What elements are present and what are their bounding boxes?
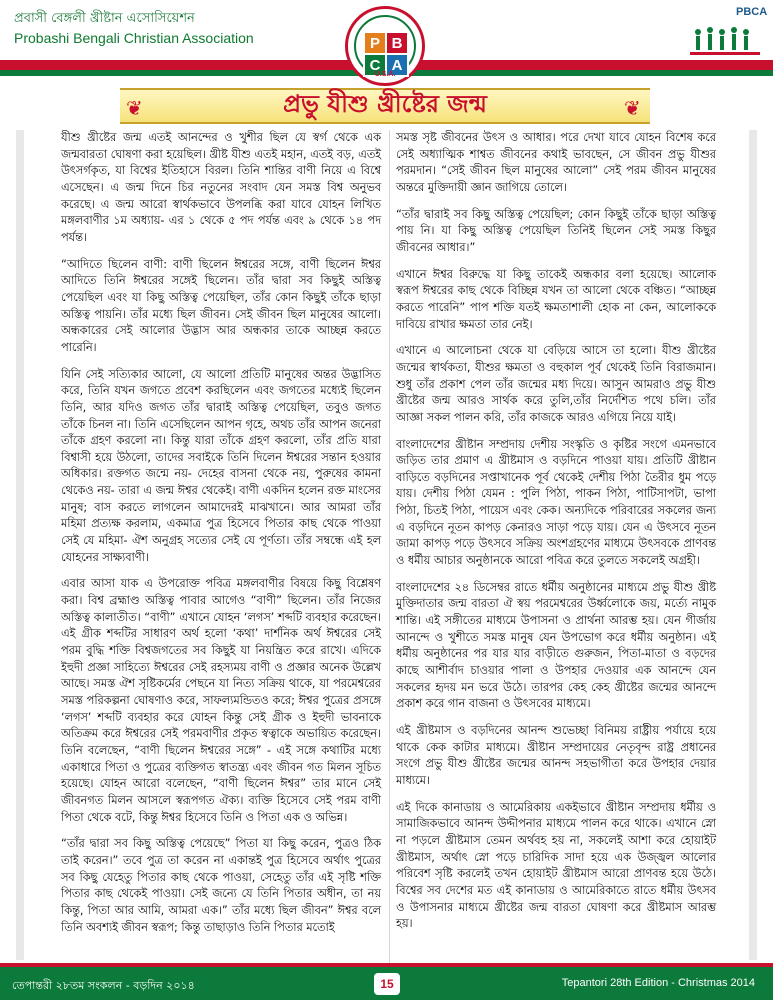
paragraph: এই দিকে কানাডায় ও আমেরিকায় একইভাবে খ্রীষ্টান সম্প্রদায় ধর্মীয় ও সামাজিকভাবে আনন্দ উদ্দীপনার মাধ্যমে পালন করে থাকে। এখানে স্নো না পড়লে খ্রীষ্টমাস তেমন অর্থবহ হয় না, সকলেই আশা করে হোয়াইট খ্রীষ্টমাস, অর্থাৎ স্নো পড়ে চারিদিক সাদা হয়ে এক উজ্জ্বল আলোর পরিবেশ সৃষ্টি করলেই তখন হোয়াইট খ্রীষ্টমাস আরো প্রাণবন্ত হয়ে উঠে। বিশ্বের সব দেশের মত এই কানাডায় ও আমেরিকাতে রাতে ধর্মীয় উৎসব ও উপাসনার মাধ্যমে খ্রীষ্টের জন্ম বারতা ঘোষণা করে খ্রীষ্টমাস আরম্ভ হয়।: [396, 800, 716, 931]
page-number: 15: [374, 973, 400, 995]
paragraph: এখানে এ আলোচনা থেকে যা বেড়িয়ে আসে তা হলো। যীশু খ্রীষ্টের জন্মের স্বার্থকতা, যীশুর ক্ষমতা ও বহুকাল পূর্ব থেকেই তিনি বিরাজমান। শুধু তাঁর প্রকাশ পেল তাঁর জন্মের মধ্য দিয়ে। আসুন আমরাও প্রভু যীশু খ্রীষ্টের জন্ম আরও সার্থক করে তুলি,তাঁর নির্দেশিত পথে চলি। তাঁর আজ্ঞা সকল পালন করি, তাঁর কাজকে আরও এগিয়ে নিয়ে যাই।: [396, 344, 716, 424]
footer-publication-bengali: তেপান্তরী ২৮তম সংকলন - বড়দিন ২০১৪: [12, 979, 195, 992]
left-margin-decoration: [16, 130, 24, 960]
pbca-badge: PBCA: [736, 6, 768, 18]
page-footer: [0, 967, 773, 1000]
paragraph: এবার আসা যাক এ উপরোক্ত পবিত্র মঙ্গলবাণীর বিষয়ে কিছু বিশ্লেষণ করা। বিশ্ব ব্রহ্মাণ্ড অস্তিত্ব পাবার আগেও “বাণী” ছিলেন। তাঁর নিজের অস্তিত্ব কালাতীত। “বাণী” এখানে যোহন ‘লগস’ শব্দটি ব্যবহার করেছেন। এই গ্রীক শব্দটির সাধারণ অর্থ হলো ‘কথা’ দার্শনিক অর্থ ঈশ্বরের সেই পরম বুদ্ধি শক্তি বিশ্বজগতের সব কিছুই যা নিয়ন্ত্রিত করে রাখে। এদিকে ইহুদী প্রজ্ঞা সাহিত্যে ঈশ্বরের সেই রহস্যময় বাণী ও প্রজ্ঞার অনেক উল্লেখ আছে। সমস্ত ঐশ সৃষ্টিকর্মের পেছনে যা নিত্য সক্রিয় থাকে, যা পরমেশ্বরের সমস্ত পরিকল্পনা ঘোষণাও করে, সাফল্যমন্ডিতও করে; ঈশ্বর পুত্রের প্রসঙ্গে ‘লগস’ শব্দটি ব্যবহার করে যোহন কিন্তু সেই গ্রীক ও ইহুদী ভাবনাকে অতিক্রম করে ঈশ্বরের সেই পরমবাণীর প্রকৃত স্বত্বাকে অভায়িত করেছেন। তিনি বলেছেন, “বাণী ছিলেন ঈশ্বরের সঙ্গে” - এই সঙ্গে কথাটির মধ্যে একাধারে পিতা ও পুত্রের ব্যক্তিগত স্বাতন্ত্র্য এবং জীবন গত মিলন সূচিত হয়েছে। যোহন আরো বলেছেন, “বাণী ছিলেন ঈশ্বর” তার মানে সেই জীবনগত মিলন আসলে স্বরূপগত ঐক্য। ব্যক্তি হিসেবে সেই পরম বাণী পিতা থেকে বটে, কিন্তু ঈশ্বর হিসেবে তিনি ও পিতা এক ও অভিন্ন।: [61, 577, 381, 824]
paragraph: বাংলাদেশের ২৪ ডিসেম্বর রাতে ধর্মীয় অনুষ্ঠানের মাধ্যমে প্রভু যীশু খ্রীষ্ট মুক্তিদাতার জন্ম বারতা ঐ স্বয় পরমেশ্বরের উর্ধ্বলোকে জয়, মর্ত্যে নামুক শান্তি। এই সঙ্গীতের মাধ্যমে উপাসনা ও প্রার্থনা আরম্ভ হয়। যেন গীর্জায় আনন্দে ও খুশীতে সমস্ত মানুষ যেন উপভোগ করে ধর্মীয় অনুষ্ঠান। এই ধর্মীয় অনুষ্ঠানের পর যার যার বাড়ীতে গুরুজন, পিতা-মাতা ও বড়দের কাছে আশীর্বাদ চাওয়ার পালা ও উপহার দেওয়ার এক আনন্দে যেন সকলের হৃদয় মন ভরে উঠে। তারপর কেহ কেহ খ্রীষ্টের জন্মের আনন্দে প্রকাশ করে গান বাজনা ও উৎসবের মাধ্যমে।: [396, 580, 716, 711]
left-column: [61, 130, 381, 946]
footer-publication-english: Tepantori 28th Edition - Christmas 2014: [561, 977, 755, 989]
column-divider: [389, 130, 390, 965]
pbca-logo: [345, 6, 425, 86]
paragraph: বাংলাদেশের খ্রীষ্টান সম্প্রদায় দেশীয় সংস্কৃতি ও কৃষ্টির সংগে এমনভাবে জড়িত তার প্রমাণ এ খ্রীষ্টমাস ও বড়দিনে পাওয়া যায়। প্রতিটি খ্রীষ্টান বাড়িতে বড়দিনের সপ্তাখানেক পূর্ব থেকেই দেশীয় পিঠা তৈরীর ধুম পড়ে যায়। দেশীয় পিঠা যেমন : পুলি পিঠা, পাকন পিঠা, পাটিসাপটা, ভাপা পিঠা, চিতই পিঠা, পায়েস এবং কেক। অন্যদিকে পরিবারের সকলের জন্য এ বড়দিনে নূতন কাপড় কেনারও সাড়া পড়ে যায়। যেন এ উৎসবে নূতন জামা কাপড় পড়ে উৎসবে সক্রিয় অংশগ্রহণের মাধ্যমে উৎসবকে প্রাণবন্ত ও ধর্মীয় আচার অনুষ্ঠানকে আরো পবিত্র করে তুলতে সকলেই অগ্রহী।: [396, 437, 716, 568]
right-column: [396, 130, 716, 943]
title-swirl-right-icon: ❦: [624, 96, 641, 120]
article-title: প্রভু যীশু খ্রীষ্টের জন্ম: [283, 90, 487, 118]
right-margin-decoration: [749, 130, 757, 960]
paragraph: যীশু খ্রীষ্টের জন্ম এতই আনন্দের ও খুশীর ছিল যে স্বর্গ থেকে এক জন্মবারতা ঘোষণা করা হয়েছিল। খ্রীষ্ট যীশু এতই মহান, এতই বড়, এতই উৎসর্গকৃত, যা বিশ্বের ইতিহাসে বিরল। তিনি শান্তির বাণী নিয়ে এ বিশ্বে এসেছেন। এ জন্ম দিনে চির নতুনের সংবাদ যেন সমস্ত বিশ্ব অনুভব করেছে। এ জন্ম আরো স্বার্থকভাবে উপলব্ধি করা যাবে যোহন লিখিত মঙ্গলবাণীর ১ম অধ্যায়- এর ১ থেকে ৫ পদ পর্যন্ত এবং ৯ থেকে ১৪ পদ পর্যন্ত।: [61, 131, 381, 244]
paragraph: “তাঁর দ্বারাই সব কিছু অস্তিত্ব পেয়েছিল; কোন কিছুই তাঁকে ছাড়া অস্তিত্ব পায় নি। যা কিছু অস্তিত্ব পেয়েছিল তিনিই ছিলেন সেই সমস্ত কিছুর জীবনের আধার।”: [396, 207, 716, 254]
logo-letter-a: A: [385, 53, 409, 77]
people-silhouette-icon: [690, 24, 760, 60]
paragraph: “তাঁর দ্বারা সব কিছু অস্তিত্ব পেয়েছে” পিতা যা কিছু করেন, পুত্রও ঠিক তাই করেন।” তবে পুত্র তা করেন না একান্তই পুত্র হিসেবে অর্থাৎ পুত্রের সব কিছু যেহেতু পিতার কাছ থেকে পাওয়া, সেহেতু তাঁর এই সৃষ্টি শক্তি পিতার কাছ থেকেই পাওয়া। সেই জন্যে যে তিনি পিতার অধীন, তা নয় কিন্তু, পিতা আর আমি, আমরা এক।” তাঁর মধ্যে ছিল জীবন” ঈশ্বর বলে তিনি অবশ্যই জীবন স্বরূপ; কিন্তু তাছাড়াও তিনি পিতার মতোই: [61, 837, 381, 934]
paragraph: যিনি সেই সত্যিকার আলো, যে আলো প্রতিটি মানুষের অন্তর উদ্ভাসিত করে, তিনি যখন জগতে প্রবেশ করছিলেন এবং জগতের মধ্যেই ছিলেন তিনি, আর যদিও জগত তাঁর দ্বারাই অস্তিত্ব পেয়েছিল, তবুও জগত তাঁকে চিনল না। তিনি এসেছিলেন আপন গৃহে, অথচ তাঁর আপন জনেরা তাঁকে গ্রহণ করলো না। কিন্তু যারা তাঁকে গ্রহণ করলো, তাঁর প্রতি যারা বিশ্বাসী হয়ে উঠলো, তাদের সবাইকে তিনি দিলেন ঈশ্বরের সন্তান হওয়ার অধিকার। রক্তগত জন্মে নয়- দেহের বাসনা থেকে নয়, পুরুষের কামনা থেকেও নয়- তারা এ জন্ম ঈশ্বর থেকেই। বাণী একদিন হলেন রক্ত মাংসের মানুষ; বাস করতে লাগলেন আমাদেরই মাঝখানে। আর আমরা তাঁর মহিমা প্রত্যক্ষ করলাম, একমাত্র পুত্র হিসেবে পিতার কাছ থেকে পাওয়া সেই যে মহিমা- ঐশ অনুগ্রহ সত্যের সেই যে পূর্ণতা। তাঁর সম্বন্ধে এই হল যোহনের সাক্ষ্যবাণী।: [61, 367, 381, 564]
org-name-english: Probashi Bengali Christian Association: [14, 30, 254, 46]
logo-letter-c: C: [363, 53, 387, 77]
paragraph: “আদিতে ছিলেন বাণী: বাণী ছিলেন ঈশ্বরের সঙ্গে, বাণী ছিলেন ঈশ্বর আদিতে তিনি ঈশ্বরের সঙ্গেই ছিলেন। তাঁর দ্বারা সব কিছুই অস্তিত্ব পেয়েছিল এবং যা কিছু অস্তিত্ব পেয়েছিল, তাঁর কোন কিছুই তাঁকে ছাড়া অস্তিত্ব পায়নি। তাঁর মধ্যে ছিল জীবন। সেই জীবন ছিল মানুষের আলো। অন্ধকারের সেই আলোর উদ্ভাস আর অন্ধকার তাকে আচ্ছন্ন করতে পারেনি।: [61, 257, 381, 354]
title-swirl-left-icon: ❦: [126, 96, 143, 120]
paragraph: এখানে ঈশ্বর বিরুদ্ধে যা কিছু তাকেই অন্ধকার বলা হয়েছে। আলোক স্বরূপ ঈশ্বরের কাছ থেকে বিচ্ছিন্ন যখন তা আলো থেকে বঞ্চিত। “আচ্ছন্ন করতে পারেনি” পাপ শক্তি যতই ক্ষমতাশালী হোক না কেন, আলোককে দাবিয়ে রাখার ক্ষমতা তার নেই।: [396, 267, 716, 331]
article-title-band: [120, 88, 650, 124]
logo-letter-b: B: [385, 31, 409, 55]
org-name-bengali: প্রবাসী বেঙ্গলী খ্রীষ্টান এসোসিয়েশন: [14, 11, 195, 26]
paragraph: সমস্ত সৃষ্ট জীবনের উৎস ও আধার। পরে দেখা যাবে যোহন বিশেষ করে সেই অধ্যাত্মিক শাশ্বত জীবনের কথাই ভাবছেন, সে জীবন প্রভু যীশুর পরমদান। “সেই জীবন ছিল মানুষের আলো” সেই পরম জীবন মানুষের অন্তরে মুক্তিদায়ী জ্ঞান জাগিয়ে তোলে।: [396, 131, 716, 194]
logo-letter-p: P: [363, 31, 387, 55]
paragraph: এই খ্রীষ্টমাস ও বড়দিনের আনন্দ শুভেচ্ছা বিনিময় রাষ্ট্রীয় পর্যায়ে হয়ে থাকে কেক কাটার মাধ্যমে। খ্রীষ্টান সম্প্রদায়ের নেতৃবৃন্দ রাষ্ট্র প্রধানের সংগে প্রভু যীশু খ্রীষ্টের জন্মের আনন্দ সহভাগীতা করে উপহার দেয়ার মাধ্যমে।: [396, 724, 716, 787]
logo-tagline: U.S.A.: [374, 71, 396, 78]
